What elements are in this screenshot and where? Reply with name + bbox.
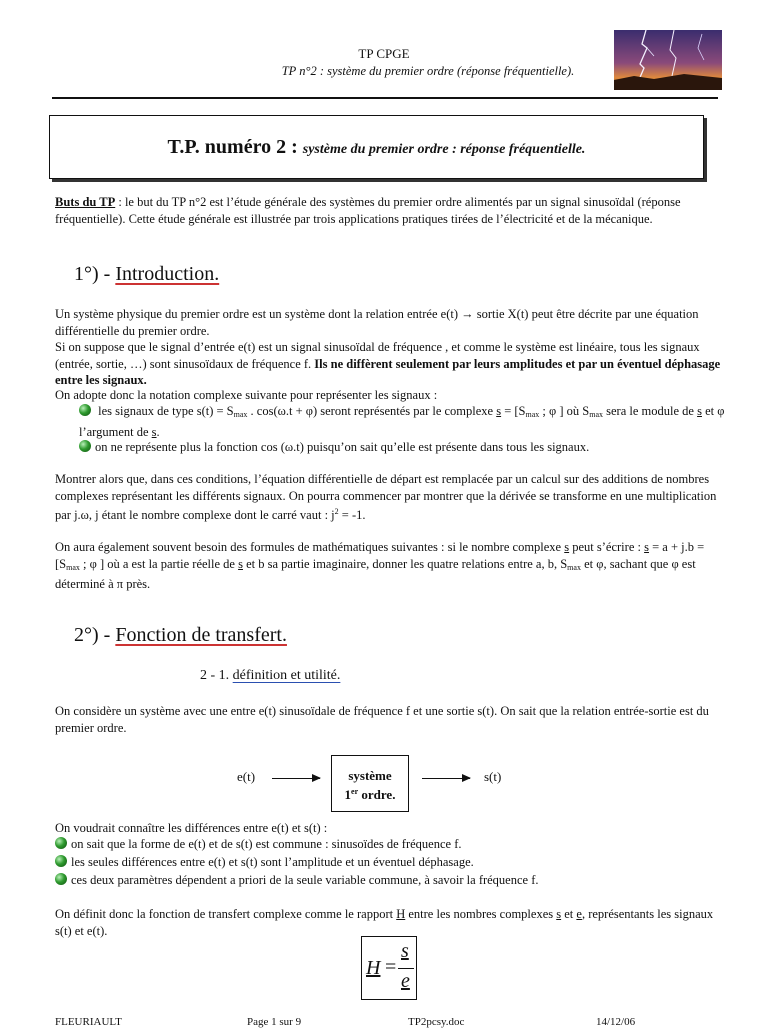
section-1-heading: 1°) - Introduction. [74,263,220,285]
page-subtitle: système du premier ordre : réponse fréquentielle. [302,142,586,157]
fraction-bar [398,968,414,969]
list-item: on sait que la forme de e(t) et de s(t) est commune : sinusoïdes de fréquence f. [55,836,725,853]
intro-paragraph-5: On aura également souvent besoin des formules de mathématiques suivantes : si le nombre complexe s peut s’écrire : $s = a + j.b = [S_{max}$ ; φ ] où a est la partie réelle de s et b sa partie imaginaire, donner les quatre relations entre a, b, $S_{max}$ et φ, sachant que φ est déterminé à π près. [55,540,705,591]
green-bullet-icon [79,404,91,416]
page-title: T.P. numéro 2 : [167,136,303,158]
intro-paragraph-1: Un système physique du premier ordre est un système dont la relation entrée e(t) → sortie X(t) peut être décrite par une équation différentielle du premier ordre. [55,307,699,338]
footer-author: FLEURIAULT [55,1016,122,1028]
transfer-paragraph-1: On considère un système avec une entre e(t) sinusoïdale de fréquence f et une sortie s(t). On sait que la relation entrée-sortie est du premier ordre. [55,704,709,735]
green-bullet-icon [55,837,67,849]
section-2-heading: 2°) - Fonction de transfert. [74,624,287,646]
transfer-paragraph-3: On définit donc la fonction de transfert complexe comme le rapport H entre les nombres complexes s et e, représentants les signaux s(t) et e(t). [55,907,714,938]
output-arrow [422,778,470,779]
diagram-input-label: e(t) [237,769,256,784]
header-subtitle: TP n°2 : système du premier ordre (réponse fréquentielle). [281,64,575,78]
subsection-2-1-heading: 2 - 1. définition et utilité. [200,668,341,683]
footer-page: Page 1 sur 9 [247,1016,302,1028]
input-arrow [272,778,320,779]
transfer-paragraph-2: On voudrait connaître les différences entre e(t) et s(t) : [55,821,328,835]
transfer-function-formula: H = s e [361,936,417,1000]
title-box [49,115,704,179]
green-bullet-icon [55,873,67,885]
lightning-photo-icon [614,30,722,90]
diagram-output-label: s(t) [484,769,502,784]
goals-paragraph: Buts du TP : le but du TP n°2 est l’étude générale des systèmes du premier ordre alimentés par un signal sinusoïdal (réponse fréquentielle). Cette étude générale est illustrée par trois applications pratiques tirées de l’électricité et de la mécanique. [55,195,681,226]
green-bullet-icon [55,855,67,867]
intro-paragraph-2: Si on suppose que le signal d’entrée e(t) est un signal sinusoïdal de fréquence , et comme le système est linéaire, tous les signaux (entrée, sortie, …) sont sinusoïdaux de fréquence f. Ils ne diffèrent seulement par leurs amplitudes et par un éventuel déphasage entre les signaux. [55,340,721,387]
header-course: TP CPGE [358,46,410,61]
header-rule [52,97,718,99]
list-item: les seules différences entre e(t) et s(t) sont l’amplitude et un éventuel déphasage. [55,854,725,871]
list-item: ces deux paramètres dépendent a priori de la seule variable commune, à savoir la fréquence f. [55,872,725,889]
intro-paragraph-4: Montrer alors que, dans ces conditions, l’équation différentielle de départ est remplacée par un calcul sur des additions de nombres complexes représentant les différents signaux. On pourra commencer par montrer que la dérivée se transforme en une multiplication par j.ω, j étant le nombre complexe dont le carré vaut : $j^2 = -1$. [55,472,717,522]
system-block: système 1er ordre. [331,755,409,812]
list-item: on ne représente plus la fonction cos (ω.t) puisqu’on sait qu’elle est présente dans tous les signaux. [79,439,725,456]
intro-paragraph-3: On adopte donc la notation complexe suivante pour représenter les signaux : [55,388,438,402]
list-item: les signaux de type $s(t) = S_{max}$ . cos(ω.t + φ) seront représentés par le complexe $s = [S_{max}$ ; φ ] où $S_{max}$ sera le module de s et φ l’argument de s. [79,404,725,439]
footer-file: TP2pcsy.doc [408,1016,465,1028]
green-bullet-icon [79,440,91,452]
footer-date: 14/12/06 [596,1016,636,1028]
